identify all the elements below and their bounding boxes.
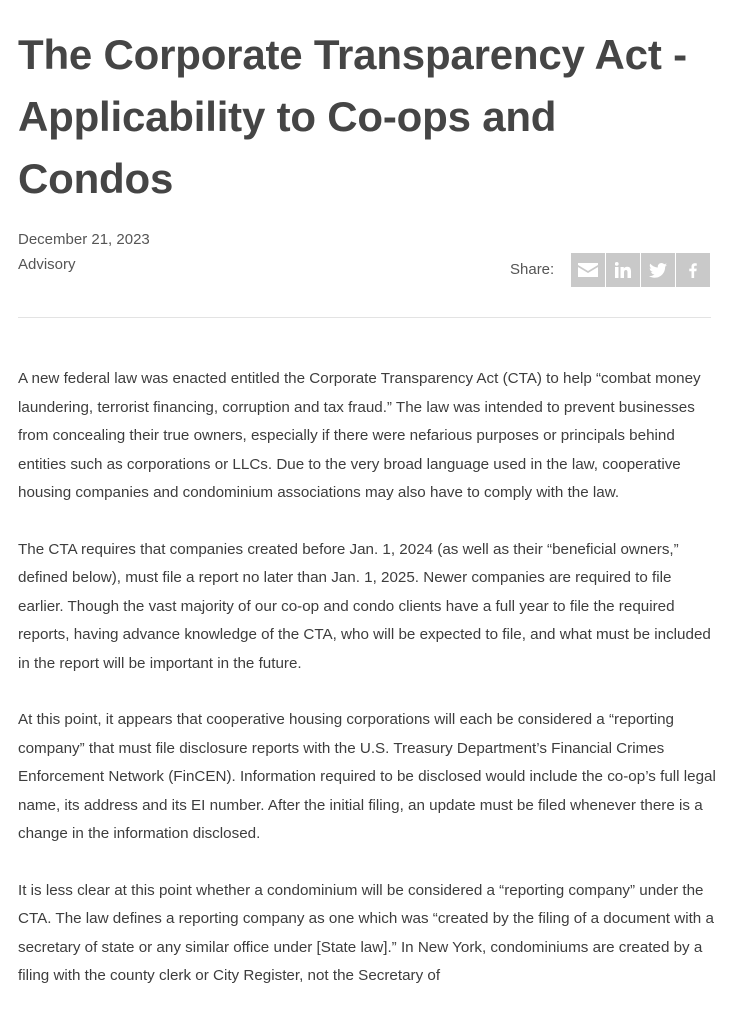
- page-title: The Corporate Transparency Act - Applicability to Co-ops and Condos: [18, 31, 687, 202]
- article-category: Advisory: [18, 256, 76, 273]
- share-facebook-button[interactable]: [676, 253, 710, 287]
- twitter-icon: [649, 263, 667, 278]
- share-linkedin-button[interactable]: [606, 253, 640, 287]
- share-label: Share:: [510, 261, 555, 278]
- share-email-button[interactable]: [571, 253, 605, 287]
- linkedin-icon: [615, 262, 631, 278]
- paragraph: The CTA requires that companies created before Jan. 1, 2024 (as well as their “beneficial owners,” defined below), must file a report no later than Jan. 1, 2025. Newer companies are required to file earlier. Though the vast majority of our co-op and condo clients have a full year to file the required reports, having advance knowledge of the CTA, who will be expected to file, and what must be included in the report will be important in the future.: [18, 540, 711, 672]
- envelope-icon: [578, 263, 598, 277]
- facebook-icon: [689, 263, 697, 278]
- article-date: December 21, 2023: [18, 231, 150, 248]
- paragraph: A new federal law was enacted entitled the Corporate Transparency Act (CTA) to help “combat money laundering, terrorist financing, corruption and tax fraud.” The law was intended to prevent businesses from concealing their true owners, especially if there were nefarious purposes or principals behind entities such as corporations or LLCs. Due to the very broad language used in the law, cooperative housing companies and condominium associations may also have to comply with the law.: [18, 370, 701, 501]
- header-divider: [18, 317, 711, 318]
- article-body: [18, 365, 718, 1019]
- share-twitter-button[interactable]: [641, 253, 675, 287]
- share-buttons: [571, 253, 710, 287]
- paragraph: It is less clear at this point whether a condominium will be considered a “reporting company” under the CTA. The law defines a reporting company as one which was “created by the filing of a document with a secretary of state or any similar office under [State law].” In New York, condominiums are created by a filing with the county clerk or City Register, not the Secretary of: [18, 881, 714, 984]
- paragraph: At this point, it appears that cooperative housing corporations will each be considered a “reporting company” that must file disclosure reports with the U.S. Treasury Department’s Financial Crimes Enforcement Network (FinCEN). Information required to be disclosed would include the co-op’s full legal name, its address and its EI number. After the initial filing, an update must be filed whenever there is a change in the information disclosed.: [18, 711, 716, 842]
